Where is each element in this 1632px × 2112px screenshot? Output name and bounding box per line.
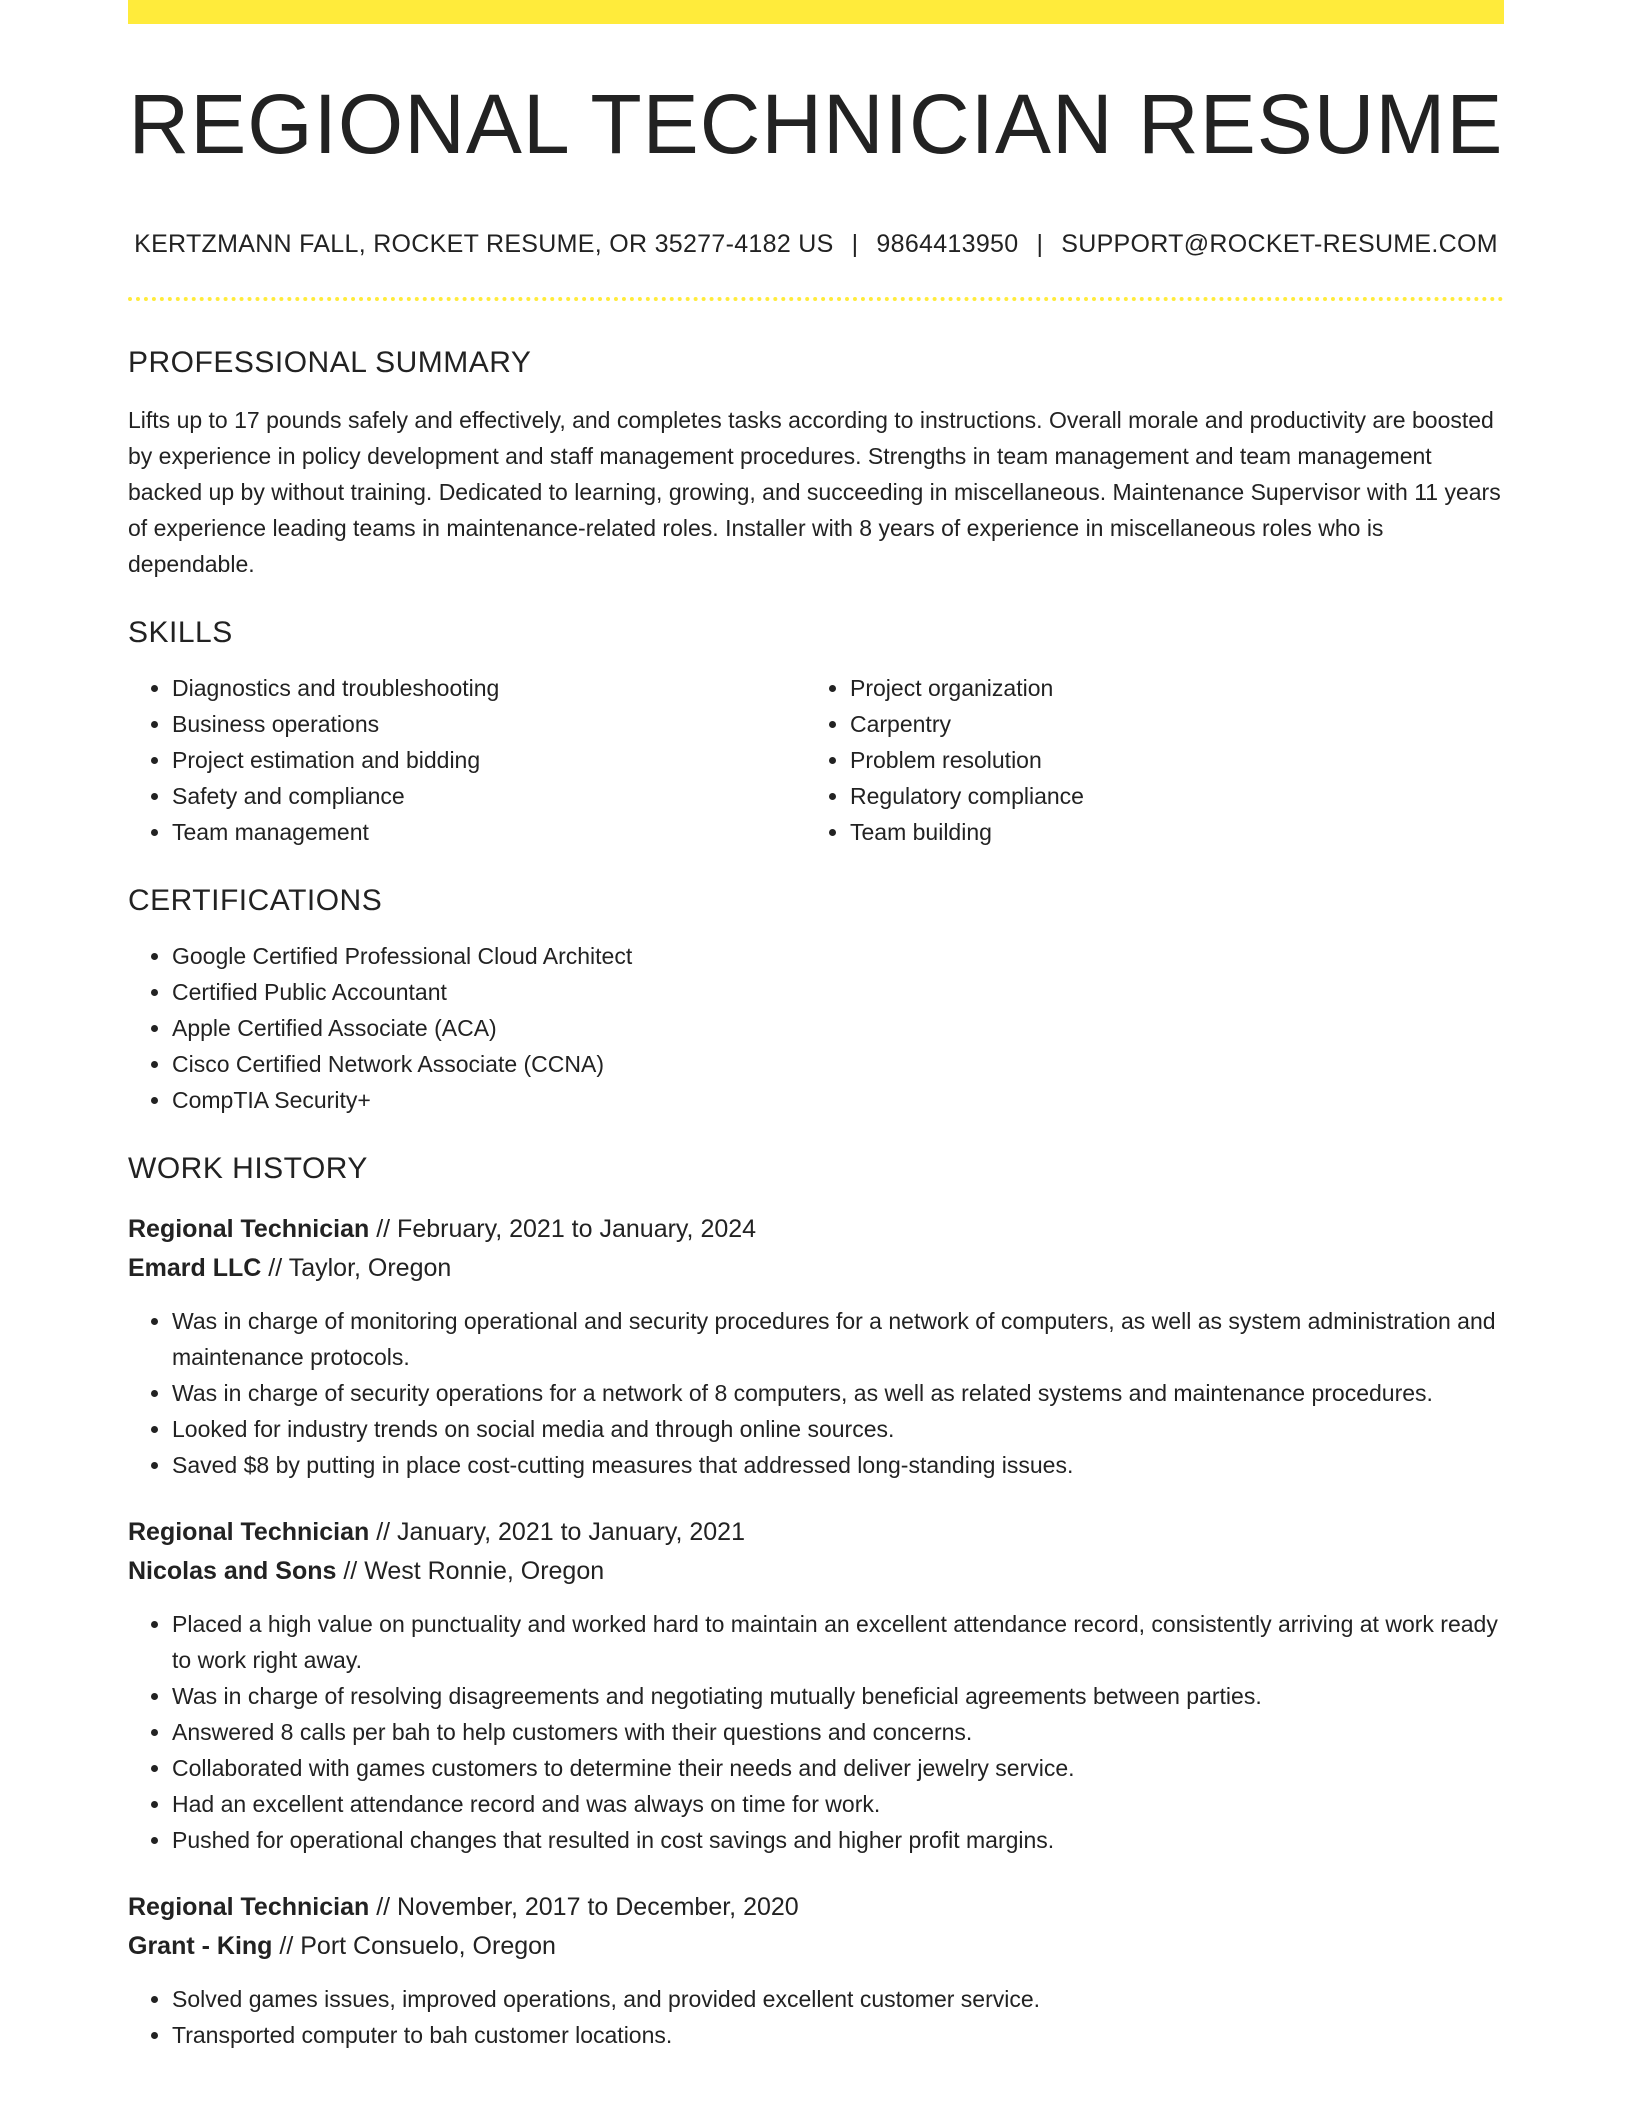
accent-top-bar [128,0,1504,24]
certification-item: • Google Certified Professional Cloud Architect [172,938,1504,974]
job-bullet: • Was in charge of resolving disagreements and negotiating mutually beneficial agreements between parties. [172,1678,1504,1714]
skill-item: • Diagnostics and troubleshooting [172,670,806,706]
skills-grid [128,650,1504,850]
job-bullet: • Transported computer to bah customer locations. [172,2017,1504,2053]
summary-section [128,346,1504,582]
summary-text: Lifts up to 17 pounds safely and effectively, and completes tasks according to instructions. Overall morale and productivity are boosted by experience in policy development and staff management procedures. Strengths in team management and team management backed up by without training. Dedicated to learning, growing, and succeeding in miscellaneous. Maintenance Supervisor with 11 years of experience leading teams in maintenance-related roles. Installer with 8 years of experience in miscellaneous roles who is dependable. [128,407,1501,577]
skill-item: • Team management [172,814,806,850]
job-title: Regional Technician [128,1893,370,1921]
skills-section [128,616,1504,850]
contact-phone: 9864413950 [876,230,1019,258]
contact-separator: | [1036,230,1044,258]
skill-item: • Problem resolution [850,742,1484,778]
job-company: Grant - King [128,1932,273,1960]
job-company-line [128,1552,1504,1591]
job-location: West Ronnie, Oregon [364,1557,605,1585]
skill-item: • Carpentry [850,706,1484,742]
contact-email: SUPPORT@ROCKET-RESUME.COM [1061,230,1498,258]
job-bullet: • Was in charge of security operations for a network of 8 computers, as well as related systems and maintenance procedures. [172,1375,1504,1411]
skills-list-left [128,670,806,850]
page-title: REGIONAL TECHNICIAN RESUME [128,77,1504,171]
skills-list-right [806,670,1484,850]
job-bullet: • Was in charge of monitoring operational and security procedures for a network of computers, as well as system administration and maintenance protocols. [172,1303,1504,1375]
skill-item: • Safety and compliance [172,778,806,814]
job-title-line [128,1210,1504,1249]
job-bullet: • Looked for industry trends on social media and through online sources. [172,1411,1504,1447]
certifications-list [128,938,1504,1118]
contact-separator: | [851,230,859,258]
job-bullet: • Collaborated with games customers to determine their needs and deliver jewelry service. [172,1750,1504,1786]
job-separator: // [261,1254,289,1282]
contact-line [128,230,1504,259]
certification-item: • Cisco Certified Network Associate (CCNA) [172,1046,1504,1082]
certification-item: • CompTIA Security+ [172,1082,1504,1118]
skills-heading: SKILLS [128,616,233,649]
job-bullet: • Saved $8 by putting in place cost-cutting measures that addressed long-standing issues. [172,1447,1504,1483]
skill-item: • Project estimation and bidding [172,742,806,778]
job-entry [128,1210,1504,1483]
job-title: Regional Technician [128,1518,370,1546]
summary-heading: PROFESSIONAL SUMMARY [128,346,532,379]
job-separator: // [272,1932,301,1960]
job-company-line [128,1249,1504,1288]
job-bullet: • Placed a high value on punctuality and worked hard to maintain an excellent attendance record, consistently arriving at work ready to work right away. [172,1606,1504,1678]
job-bullet: • Pushed for operational changes that resulted in cost savings and higher profit margins. [172,1822,1504,1858]
job-location: Taylor, Oregon [288,1254,452,1282]
job-bullet: • Solved games issues, improved operations, and provided excellent customer service. [172,1981,1504,2017]
skill-item: • Team building [850,814,1484,850]
job-bullets [128,1303,1504,1483]
job-dates: November, 2017 to December, 2020 [397,1893,799,1921]
job-title-line [128,1888,1504,1927]
job-title-line [128,1513,1504,1552]
job-entry [128,1513,1504,1858]
job-entry [128,1888,1504,2053]
job-separator: // [369,1215,398,1243]
job-bullet: • Answered 8 calls per bah to help customers with their questions and concerns. [172,1714,1504,1750]
certifications-section [128,884,1504,1118]
job-separator: // [336,1557,365,1585]
job-company-line [128,1927,1504,1966]
job-separator: // [369,1518,398,1546]
job-bullet: • Had an excellent attendance record and was always on time for work. [172,1786,1504,1822]
certification-item: • Certified Public Accountant [172,974,1504,1010]
job-company: Nicolas and Sons [128,1557,337,1585]
resume-page [128,0,1504,2053]
job-company: Emard LLC [128,1254,262,1282]
skill-item: • Regulatory compliance [850,778,1484,814]
certifications-heading: CERTIFICATIONS [128,884,383,917]
job-dates: January, 2021 to January, 2021 [397,1518,745,1546]
work-history-section [128,1152,1504,2053]
work-history-heading: WORK HISTORY [128,1152,368,1185]
dotted-divider [128,297,1504,301]
certification-item: • Apple Certified Associate (ACA) [172,1010,1504,1046]
contact-address: KERTZMANN FALL, ROCKET RESUME, OR 35277-4182 US [134,230,834,258]
skill-item: • Business operations [172,706,806,742]
job-bullets [128,1981,1504,2053]
job-dates: February, 2021 to January, 2024 [397,1215,757,1243]
job-title: Regional Technician [128,1215,370,1243]
job-bullets [128,1606,1504,1858]
job-location: Port Consuelo, Oregon [300,1932,556,1960]
skill-item: • Project organization [850,670,1484,706]
job-separator: // [369,1893,398,1921]
